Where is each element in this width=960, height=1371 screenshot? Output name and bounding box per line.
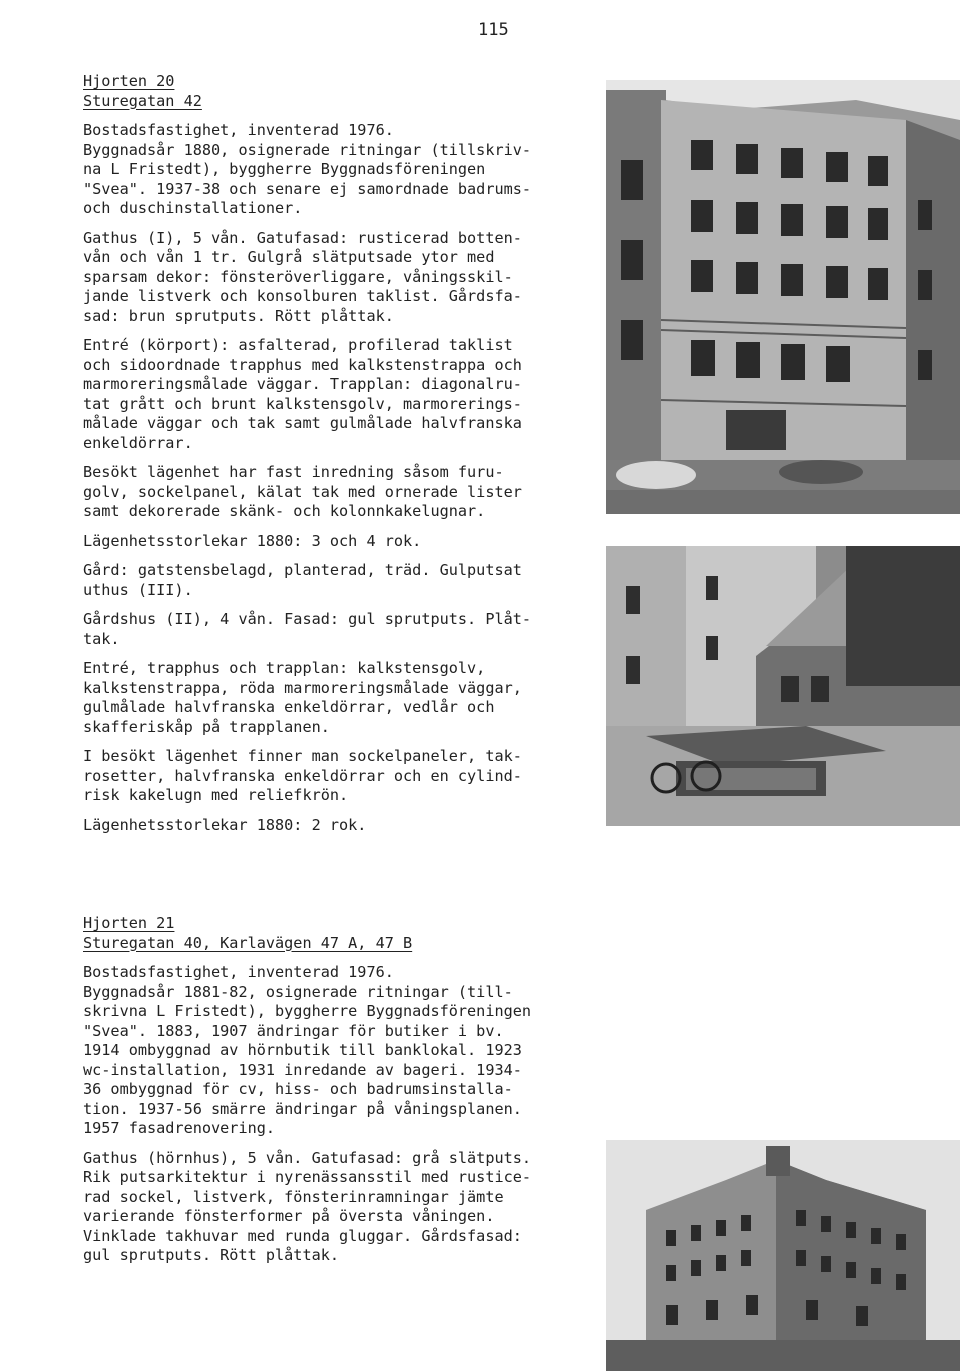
photo-corner-building bbox=[606, 1140, 960, 1371]
paragraph: Bostadsfastighet, inventerad 1976. Byggnadsår 1880, osignerade ritningar (tillskriv- na L Fristedt), byggherre Byggnadsföreningen "Svea". 1937-38 och senare ej samordnade badrums- och duschinstallationer. bbox=[83, 121, 532, 217]
paragraph: Lägenhetsstorlekar 1880: 3 och 4 rok. bbox=[83, 531, 422, 550]
paragraph: Entré (körport): asfalterad, profilerad taklist och sidoordnade trapphus med kalkstenstrappa och marmoreringsmålade väggar. Trapplan: diagonalru- tat grått och brunt kalkstensgolv, marmorerings- målade väggar och tak samt gulmålade halvfranska enkeldörrar. bbox=[83, 336, 522, 452]
paragraph: Lägenhetsstorlekar 1880: 2 rok. bbox=[83, 815, 367, 834]
paragraph: Gårdshus (II), 4 vån. Fasad: gul sprutputs. Plåt- tak. bbox=[83, 610, 532, 648]
paragraph: I besökt lägenhet finner man sockelpaneler, tak- rosetter, halvfranska enkeldörrar och en cylind- risk kakelugn med reliefkrön. bbox=[83, 747, 522, 804]
paragraph: Gård: gatstensbelagd, planterad, träd. Gulputsat uthus (III). bbox=[83, 561, 522, 599]
photo-street-facade bbox=[606, 80, 960, 514]
entry-heading-1: Hjorten 20 bbox=[83, 72, 175, 90]
entry-heading-2: Sturegatan 42 bbox=[83, 91, 202, 110]
courtyard-image bbox=[606, 546, 960, 826]
paragraph: Besökt lägenhet har fast inredning såsom furu- golv, sockelpanel, kälat tak med ornerade lister samt dekorerade skänk- och kolonnkakelugnar. bbox=[83, 463, 522, 520]
paragraph: Bostadsfastighet, inventerad 1976. Byggnadsår 1881-82, osignerade ritningar (till- skrivna L Fristedt), byggherre Byggnadsföreningen "Svea". 1883, 1907 ändringar för butiker i bv. 1914 ombyggnad av hörnbutik till banklokal. 1923 wc-installation, 1931 inredande av bageri. 1934- 36 ombyggnad för cv, hiss- och badrumsinstalla- tion. 1937-56 smärre ändringar på våningsplanen. 1957 fasadrenovering. bbox=[83, 963, 532, 1137]
entry-hjorten-20 bbox=[83, 72, 573, 845]
paragraph: Entré, trapphus och trapplan: kalkstensgolv, kalkstenstrappa, röda marmoreringsmålade väggar, gulmålade halvfranska enkeldörrar, vedlår och skafferiskåp på trapplanen. bbox=[83, 659, 522, 736]
building-facade-image bbox=[606, 80, 960, 514]
paragraph: Gathus (hörnhus), 5 vån. Gatufasad: grå slätputs. Rik putsarkitektur i nyrenässansstil med rustice- rad sockel, listverk, fönsterinramningar jämte varierande fönsterformer på översta våningen. Vinklade takhuvar med runda gluggar. Gårdsfasad: gul sprutputs. Rött plåttak. bbox=[83, 1148, 532, 1264]
entry-hjorten-21 bbox=[83, 914, 573, 1276]
entry-heading-2: Sturegatan 40, Karlavägen 47 A, 47 B bbox=[83, 933, 413, 952]
paragraph: Gathus (I), 5 vån. Gatufasad: rusticerad botten- vån och vån 1 tr. Gulgrå slätputsade ytor med sparsam dekor: fönsteröverliggare, våningsskil- jande listverk och konsolburen taklist. Gårdsfa- sad: brun sprutputs. Rött plåttak. bbox=[83, 228, 522, 325]
corner-building-image bbox=[606, 1140, 960, 1371]
photo-courtyard bbox=[606, 546, 960, 826]
entry-heading-1: Hjorten 21 bbox=[83, 914, 175, 932]
page-number: 115 bbox=[478, 20, 509, 40]
